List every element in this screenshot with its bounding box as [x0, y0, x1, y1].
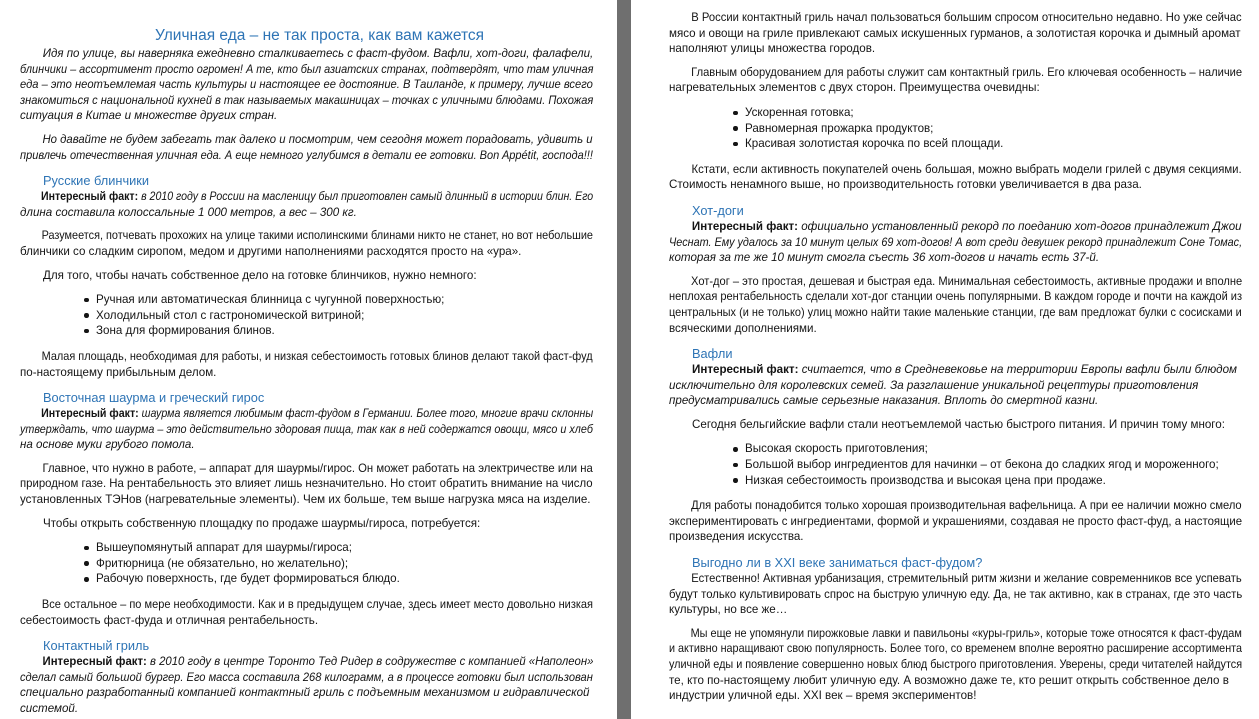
bullet-item [669, 473, 1242, 489]
bullet-item [20, 540, 593, 556]
bullet-item [20, 308, 593, 324]
paragraph-line: утверждать, что шаурма – это действительно здоровая пища, так как в ней содержатся овощи, мясо и хлеб [20, 422, 593, 436]
bullet-text: Рабочую поверхность, где будет формироваться блюдо. [96, 572, 400, 586]
bullet-icon [733, 463, 738, 468]
paragraph-line: еда – это неотъемлемая часть культуры и настоящее ее достояние. В Таиланде, к примеру, лучше всего [20, 78, 593, 92]
paragraph [669, 626, 1242, 704]
paragraph [669, 498, 1242, 545]
bullet-icon [84, 561, 89, 566]
paragraph-line: Мы еще не упомянули пирожковые лавки и павильоны «куры-гриль», которые тоже относятся к фаст-фудам [690, 626, 1242, 640]
bullet-text: Большой выбор ингредиентов для начинки – от бекона до сладких ягод и мороженного; [745, 458, 1219, 472]
bullet-item [20, 556, 593, 572]
fact-text: официально установленный рекорд по поеданию хот-догов принадлежит Джои [801, 219, 1242, 233]
page-content [20, 26, 593, 717]
paragraph [669, 162, 1242, 193]
document-title: Уличная еда – не так проста, как вам кажется [154, 27, 485, 44]
fact-paragraph [20, 189, 593, 220]
bullet-text: Фритюрница (не обязательно, но желательно); [96, 556, 349, 570]
paragraph-line: экспериментировать с ингредиентами, формой и украшениями, создавая не просто фаст-фуд, а настоящие [669, 514, 1243, 528]
fact-paragraph [669, 362, 1242, 409]
paragraph [20, 597, 593, 628]
paragraph-line: индустрии уличной еды. XXI век – время экспериментов! [669, 689, 977, 703]
paragraph-line: блинчики – ассортимент просто огромен! А те, кто был азиатских странах, подтвердят, что там уличная [20, 62, 594, 76]
document-page-right[interactable] [631, 0, 1259, 719]
paragraph-line: и активно наращивают свою популярность. Более того, со временем вполне вероятно расширение ассортимента [669, 642, 1242, 656]
fact-label: Интересный факт: [692, 363, 799, 377]
paragraph-line: произведения искусства. [669, 530, 804, 544]
paragraph-line: знакомиться с национальной кухней в так называемых макашницах – точках с уличными блюдами. Похожая [20, 93, 594, 107]
paragraph-line: уличной еды и появление совершенно новых блюд быстрого приготовления. Уверены, среди читателей найдутся [669, 658, 1243, 671]
paragraph-line: Естественно! Активная урбанизация, стремительный ритм жизни и желание современников все успевать [691, 572, 1242, 586]
paragraph-line: Сегодня бельгийские вафли стали неотъемлемой частью быстрого питания. И причин тому много: [692, 417, 1225, 431]
intro-paragraph [20, 132, 593, 163]
paragraph-line: специально разработанный компанией контактный гриль с подъемным механизмом и гидравлической [20, 686, 590, 700]
paragraph-line: Стоимость ненамного выше, но производительность готовки увеличивается в два раза. [669, 178, 1142, 192]
paragraph-line: Для работы понадобится только хорошая производительная вафельница. А при ее наличии можно смело [691, 499, 1242, 513]
paragraph-line: наполняют улицы множества городов. [669, 42, 876, 56]
paragraph-line: В России контактный гриль начал пользоваться большим спросом относительно недавно. Но уже сейчас [691, 11, 1242, 24]
bullet-text: Вышеупомянутый аппарат для шаурмы/гироса; [96, 541, 352, 555]
bullet-item [669, 121, 1242, 137]
fact-text: в 2010 году в России на масленицу был приготовлен самый длинный в истории блин. Его [141, 190, 594, 204]
section-heading: Контактный гриль [43, 638, 150, 654]
bullet-text: Холодильный стол с гастрономической витриной; [96, 308, 365, 322]
paragraph-line: привлечь отечественная уличная еда. А еще немного углубимся в детали ее готовки. Bon Appétit, господа!!! [20, 148, 593, 162]
bullet-list [669, 441, 1242, 488]
section-heading: Хот-доги [692, 202, 744, 218]
paragraph-line: Чтобы открыть собственную площадку по продаже шаурмы/гироса, потребуется: [43, 516, 481, 530]
intro-paragraph [20, 46, 593, 124]
paragraph-line: нагревательных элементов с двух сторон. Преимущества очевидны: [669, 81, 1040, 95]
bullet-icon [84, 298, 89, 303]
bullet-icon [733, 142, 738, 147]
paragraph-line: культуры, но все же… [669, 603, 788, 617]
paragraph-line: будут только культивировать спрос на быструю уличную еду. Да, не так активно, как в странах, где это часть [669, 587, 1243, 601]
fact-label: Интересный факт: [41, 407, 139, 421]
paragraph-line: центральных (и не только) улиц можно найти такие маленькие станции, где вам предложат булки с сосисками и [669, 305, 1242, 319]
bullet-text: Зона для формирования блинов. [96, 324, 275, 338]
workspace-gap [617, 0, 631, 719]
paragraph-line: Главное, что нужно в работе, – аппарат для шаурмы/гирос. Он может работать на электричестве или на [42, 461, 593, 475]
paragraph-line: всяческими дополнениями. [669, 321, 817, 335]
paragraph-line: предусматривались самые серьезные наказания. Вплоть до смертной казни. [669, 394, 1099, 408]
paragraph-line: те, кто по-настоящему любит уличную еду. А возможно даже те, кто решит открыть собственное дело в [669, 673, 1229, 687]
paragraph-line: Малая площадь, необходимая для работы, и низкая себестоимость готовых блинов делают такой фаст-фуд [41, 349, 593, 363]
fact-text: в 2010 году в центре Торонто Тед Ридер в содружестве с компанией «Наполеон» [149, 655, 594, 669]
bullet-item [669, 136, 1242, 152]
section-heading: Восточная шаурма и греческий гирос [43, 390, 265, 406]
paragraph [20, 268, 593, 284]
paragraph-line [669, 362, 1242, 378]
bullet-text: Низкая себестоимость производства и высокая цена при продаже. [745, 473, 1106, 487]
paragraph-line: Кстати, если активность покупателей очень большая, можно выбрать модели грилей с двумя секциями. [691, 162, 1242, 176]
bullet-icon [733, 478, 738, 483]
bullet-item [20, 323, 593, 339]
bullet-item [669, 441, 1242, 457]
paragraph [669, 417, 1242, 433]
paragraph [669, 274, 1242, 336]
fact-label: Интересный факт: [691, 219, 799, 233]
paragraph-line: Разумеется, потчевать прохожих на улице такими исполинскими блинами никто не станет, но вот небольшие [41, 229, 593, 243]
paragraph-line: Хот-дог – это простая, дешевая и быстрая еда. Минимальная себестоимость, активные продажи и вполне [691, 274, 1243, 288]
fact-text: считается, что в Средневековье на территории Европы вафли были блюдом [801, 363, 1237, 377]
paragraph [669, 571, 1242, 618]
paragraph-line: Все остальное – по мере необходимости. Как и в предыдущем случае, здесь имеет место довольно низкая [41, 598, 594, 612]
bullet-item [20, 571, 593, 587]
paragraph-line: Чеснат. Ему удалось за 10 минут целых 69 хот-догов! А вот среди девушек рекорд принадлежит Соне Томас, [669, 235, 1243, 249]
bullet-text: Ускоренная готовка; [745, 105, 854, 119]
paragraph-line: на основе муки грубого помола. [20, 438, 195, 452]
bullet-icon [84, 313, 89, 318]
paragraph-line [20, 654, 594, 670]
paragraph-line: неплохая рентабельность сделали хот-дог станции очень популярными. В каждом городе и почти на каждой из [669, 290, 1243, 304]
fact-paragraph [20, 406, 593, 453]
paragraph-line: мясо и овощи на гриле привлекают самых искушенных гурманов, а золотистая корочка и дымный аромат [669, 26, 1241, 40]
paragraph-line: исключительно для королевских семей. За разглашение уникальной рецептуры приготовления [669, 378, 1199, 392]
paragraph [669, 10, 1242, 57]
paragraph-line: сделал самый большой бургер. Его масса составила 268 килограмм, а в процессе готовки был использован [20, 670, 593, 684]
document-page-left[interactable] [0, 0, 617, 719]
fact-label: Интересный факт: [40, 190, 139, 204]
bullet-icon [733, 447, 738, 452]
paragraph [20, 228, 593, 259]
paragraph-line: Главным оборудованием для работы служит сам контактный гриль. Его ключевая особенность – наличие [691, 65, 1243, 79]
bullet-item [669, 457, 1242, 473]
paragraph-line: Идя по улице, вы наверняка ежедневно сталкиваетесь с фаст-фудом. Вафли, хот-доги, фалафели, [42, 47, 594, 60]
fact-text: шаурма является любимым фаст-фудом в Германии. Более того, многие врачи склонны [141, 407, 594, 421]
paragraph-line [20, 189, 594, 205]
paragraph [669, 65, 1242, 96]
bullet-icon [733, 126, 738, 131]
fact-label: Интересный факт: [42, 655, 147, 669]
section-heading: Выгодно ли в XXI веке заниматься фаст-фудом? [692, 555, 983, 571]
paragraph [20, 461, 593, 508]
paragraph-line: природном газе. На рентабельность это влияет лишь незначительно. Но стоит обратить внимание на число [20, 477, 593, 491]
paragraph-line: ситуация в Китае и множестве других стран. [20, 109, 278, 123]
paragraph-line [20, 406, 594, 422]
paragraph-line: Для того, чтобы начать собственное дело на готовке блинчиков, нужно немного: [43, 268, 477, 282]
bullet-icon [84, 329, 89, 334]
bullet-icon [84, 577, 89, 582]
paragraph-line: блинчики со сладким сиропом, медом и другими наполнениями расходятся просто на «ура». [20, 244, 522, 258]
paragraph-line: системой. [20, 702, 79, 715]
page-content [669, 10, 1242, 704]
paragraph [20, 349, 593, 380]
paragraph-line: по-настоящему прибыльным делом. [20, 365, 217, 379]
paragraph [20, 516, 593, 532]
bullet-text: Ручная или автоматическая блинница с чугунной поверхностью; [96, 293, 445, 307]
section-heading: Вафли [692, 346, 733, 362]
bullet-item [20, 292, 593, 308]
bullet-list [20, 540, 593, 587]
fact-paragraph [669, 219, 1242, 266]
bullet-item [669, 105, 1242, 121]
bullet-text: Высокая скорость приготовления; [745, 442, 928, 456]
paragraph-line: которая за те же 10 минут смогла съесть 36 хот-догов и начать есть 37-й. [669, 251, 1100, 265]
paragraph-line [669, 219, 1240, 235]
bullet-icon [733, 111, 738, 116]
bullet-text: Красивая золотистая корочка по всей площади. [745, 137, 1004, 151]
paragraph-line: длина составила колоссальные 1 000 метров, а вес – 300 кг. [20, 205, 357, 219]
paragraph-line: себестоимость фаст-фуда и отличная рентабельность. [20, 613, 319, 627]
fact-paragraph [20, 654, 593, 716]
bullet-list [20, 292, 593, 339]
section-heading: Русские блинчики [43, 173, 150, 189]
paragraph-line: Но давайте не будем забегать так далеко и посмотрим, чем сегодня может порадовать, удивить и [42, 132, 593, 146]
bullet-icon [84, 546, 89, 551]
bullet-list [669, 105, 1242, 152]
paragraph-line: установленных ТЭНов (нагревательные элементы). Чем их больше, тем выше нагрузка мяса на изделие. [20, 493, 591, 507]
bullet-text: Равномерная прожарка продуктов; [745, 121, 934, 135]
